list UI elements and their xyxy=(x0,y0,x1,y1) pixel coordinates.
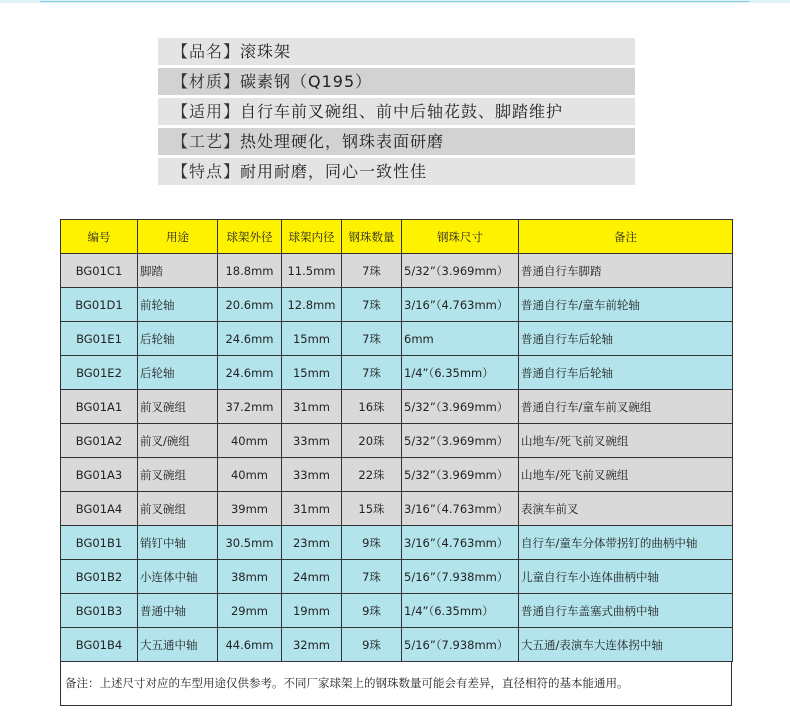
cell-inner-diameter: 24mm xyxy=(282,560,342,594)
cell-ball-count: 16珠 xyxy=(342,390,402,424)
cell-outer-diameter: 37.2mm xyxy=(218,390,282,424)
cell-ball-count: 9珠 xyxy=(342,628,402,662)
cell-usage: 前叉碗组 xyxy=(138,390,218,424)
cell-outer-diameter: 18.8mm xyxy=(218,254,282,288)
cell-remarks: 自行车/童车分体带拐钉的曲柄中轴 xyxy=(519,526,733,560)
cell-ball-count: 9珠 xyxy=(342,526,402,560)
spec-row-material xyxy=(158,68,635,95)
cell-ball-size: 1/4”（6.35mm） xyxy=(402,356,519,390)
spec-value: 热处理硬化，钢珠表面研磨 xyxy=(240,132,445,151)
cell-remarks: 普通自行车/童车前叉碗组 xyxy=(519,390,733,424)
cell-remarks: 普通自行车后轮轴 xyxy=(519,356,733,390)
cell-code: BG01B4 xyxy=(61,628,138,662)
cell-ball-count: 7珠 xyxy=(342,322,402,356)
cell-ball-count: 15珠 xyxy=(342,492,402,526)
col-header-code: 编号 xyxy=(61,220,138,254)
cell-remarks: 普通自行车后轮轴 xyxy=(519,322,733,356)
spec-row-usage xyxy=(158,98,635,125)
cell-remarks: 普通自行车/童车前轮轴 xyxy=(519,288,733,322)
cell-code: BG01E2 xyxy=(61,356,138,390)
table-row xyxy=(61,526,733,560)
cell-remarks: 大五通/表演车大连体拐中轴 xyxy=(519,628,733,662)
cell-code: BG01B1 xyxy=(61,526,138,560)
cell-inner-diameter: 31mm xyxy=(282,390,342,424)
cell-inner-diameter: 12.8mm xyxy=(282,288,342,322)
spec-value: 耐用耐磨，同心一致性佳 xyxy=(240,162,428,181)
spec-row-process xyxy=(158,128,635,155)
spec-value: 碳素钢（Q195） xyxy=(240,72,373,91)
cell-ball-count: 7珠 xyxy=(342,356,402,390)
cell-inner-diameter: 11.5mm xyxy=(282,254,342,288)
cell-usage: 前叉碗组 xyxy=(138,458,218,492)
table-row xyxy=(61,322,733,356)
cell-ball-size: 5/32”（3.969mm） xyxy=(402,254,519,288)
cell-inner-diameter: 15mm xyxy=(282,356,342,390)
table-header-row xyxy=(61,220,733,254)
table-body xyxy=(61,254,733,662)
cell-outer-diameter: 30.5mm xyxy=(218,526,282,560)
cell-usage: 小连体中轴 xyxy=(138,560,218,594)
cell-ball-size: 6mm xyxy=(402,322,519,356)
cell-code: BG01C1 xyxy=(61,254,138,288)
cell-usage: 后轮轴 xyxy=(138,322,218,356)
cell-remarks: 儿童自行车小连体曲柄中轴 xyxy=(519,560,733,594)
spec-row-features xyxy=(158,158,635,185)
cell-code: BG01B3 xyxy=(61,594,138,628)
col-header-remarks: 备注 xyxy=(519,220,733,254)
cell-inner-diameter: 23mm xyxy=(282,526,342,560)
cell-remarks: 山地车/死飞前叉碗组 xyxy=(519,424,733,458)
cell-outer-diameter: 20.6mm xyxy=(218,288,282,322)
spec-value: 自行车前叉碗组、前中后轴花鼓、脚踏维护 xyxy=(240,102,564,121)
cell-inner-diameter: 33mm xyxy=(282,424,342,458)
table-row xyxy=(61,288,733,322)
cell-outer-diameter: 39mm xyxy=(218,492,282,526)
cell-ball-count: 20珠 xyxy=(342,424,402,458)
cell-inner-diameter: 15mm xyxy=(282,322,342,356)
table-row xyxy=(61,628,733,662)
col-header-inner-diameter: 球架内径 xyxy=(282,220,342,254)
cell-outer-diameter: 44.6mm xyxy=(218,628,282,662)
table-row xyxy=(61,390,733,424)
table-row xyxy=(61,492,733,526)
cell-ball-size: 5/16”（7.938mm） xyxy=(402,560,519,594)
table-row xyxy=(61,458,733,492)
table-note: 备注：上述尺寸对应的车型用途仅供参考。不同厂家球架上的钢珠数量可能会有差异，直径相符的基本能通用。 xyxy=(60,662,732,706)
cell-ball-count: 7珠 xyxy=(342,254,402,288)
cell-inner-diameter: 33mm xyxy=(282,458,342,492)
cell-inner-diameter: 32mm xyxy=(282,628,342,662)
cell-outer-diameter: 24.6mm xyxy=(218,322,282,356)
spec-key: 【工艺】 xyxy=(172,132,241,151)
cell-ball-size: 5/32”（3.969mm） xyxy=(402,424,519,458)
cell-outer-diameter: 40mm xyxy=(218,458,282,492)
cell-outer-diameter: 29mm xyxy=(218,594,282,628)
cell-code: BG01B2 xyxy=(61,560,138,594)
col-header-outer-diameter: 球架外径 xyxy=(218,220,282,254)
cell-ball-count: 22珠 xyxy=(342,458,402,492)
spec-value: 滚珠架 xyxy=(240,42,292,61)
col-header-usage: 用途 xyxy=(138,220,218,254)
cell-code: BG01A2 xyxy=(61,424,138,458)
cell-inner-diameter: 31mm xyxy=(282,492,342,526)
parts-table xyxy=(60,219,733,662)
cell-remarks: 普通自行车脚踏 xyxy=(519,254,733,288)
cell-inner-diameter: 19mm xyxy=(282,594,342,628)
cell-usage: 前叉/碗组 xyxy=(138,424,218,458)
cell-remarks: 表演车前叉 xyxy=(519,492,733,526)
cell-ball-count: 9珠 xyxy=(342,594,402,628)
cell-code: BG01E1 xyxy=(61,322,138,356)
cell-ball-size: 3/16”（4.763mm） xyxy=(402,288,519,322)
table-row xyxy=(61,424,733,458)
table-row xyxy=(61,594,733,628)
spec-list xyxy=(158,38,635,188)
cell-ball-count: 7珠 xyxy=(342,560,402,594)
spec-key: 【特点】 xyxy=(172,162,241,181)
cell-ball-size: 5/32”（3.969mm） xyxy=(402,390,519,424)
cell-usage: 前轮轴 xyxy=(138,288,218,322)
cell-usage: 普通中轴 xyxy=(138,594,218,628)
cell-code: BG01A4 xyxy=(61,492,138,526)
col-header-ball-size: 钢珠尺寸 xyxy=(402,220,519,254)
cell-usage: 脚踏 xyxy=(138,254,218,288)
cell-code: BG01D1 xyxy=(61,288,138,322)
cell-ball-size: 1/4”（6.35mm） xyxy=(402,594,519,628)
cell-usage: 前叉碗组 xyxy=(138,492,218,526)
cell-remarks: 普通自行车盖塞式曲柄中轴 xyxy=(519,594,733,628)
cell-ball-size: 3/16”（4.763mm） xyxy=(402,492,519,526)
parts-table-wrap xyxy=(60,219,732,706)
table-row xyxy=(61,356,733,390)
cell-code: BG01A3 xyxy=(61,458,138,492)
spec-key: 【适用】 xyxy=(172,102,241,121)
table-row xyxy=(61,254,733,288)
cell-ball-size: 5/32”（3.969mm） xyxy=(402,458,519,492)
spec-key: 【材质】 xyxy=(172,72,241,91)
table-row xyxy=(61,560,733,594)
cell-usage: 后轮轴 xyxy=(138,356,218,390)
cell-usage: 销钉中轴 xyxy=(138,526,218,560)
cell-code: BG01A1 xyxy=(61,390,138,424)
cell-ball-count: 7珠 xyxy=(342,288,402,322)
spec-row-name xyxy=(158,38,635,65)
cell-remarks: 山地车/死飞前叉碗组 xyxy=(519,458,733,492)
top-divider xyxy=(0,0,790,3)
cell-usage: 大五通中轴 xyxy=(138,628,218,662)
cell-ball-size: 3/16”（4.763mm） xyxy=(402,526,519,560)
cell-outer-diameter: 38mm xyxy=(218,560,282,594)
spec-key: 【品名】 xyxy=(172,42,241,61)
cell-outer-diameter: 24.6mm xyxy=(218,356,282,390)
col-header-ball-count: 钢珠数量 xyxy=(342,220,402,254)
cell-ball-size: 5/16”（7.938mm） xyxy=(402,628,519,662)
cell-outer-diameter: 40mm xyxy=(218,424,282,458)
